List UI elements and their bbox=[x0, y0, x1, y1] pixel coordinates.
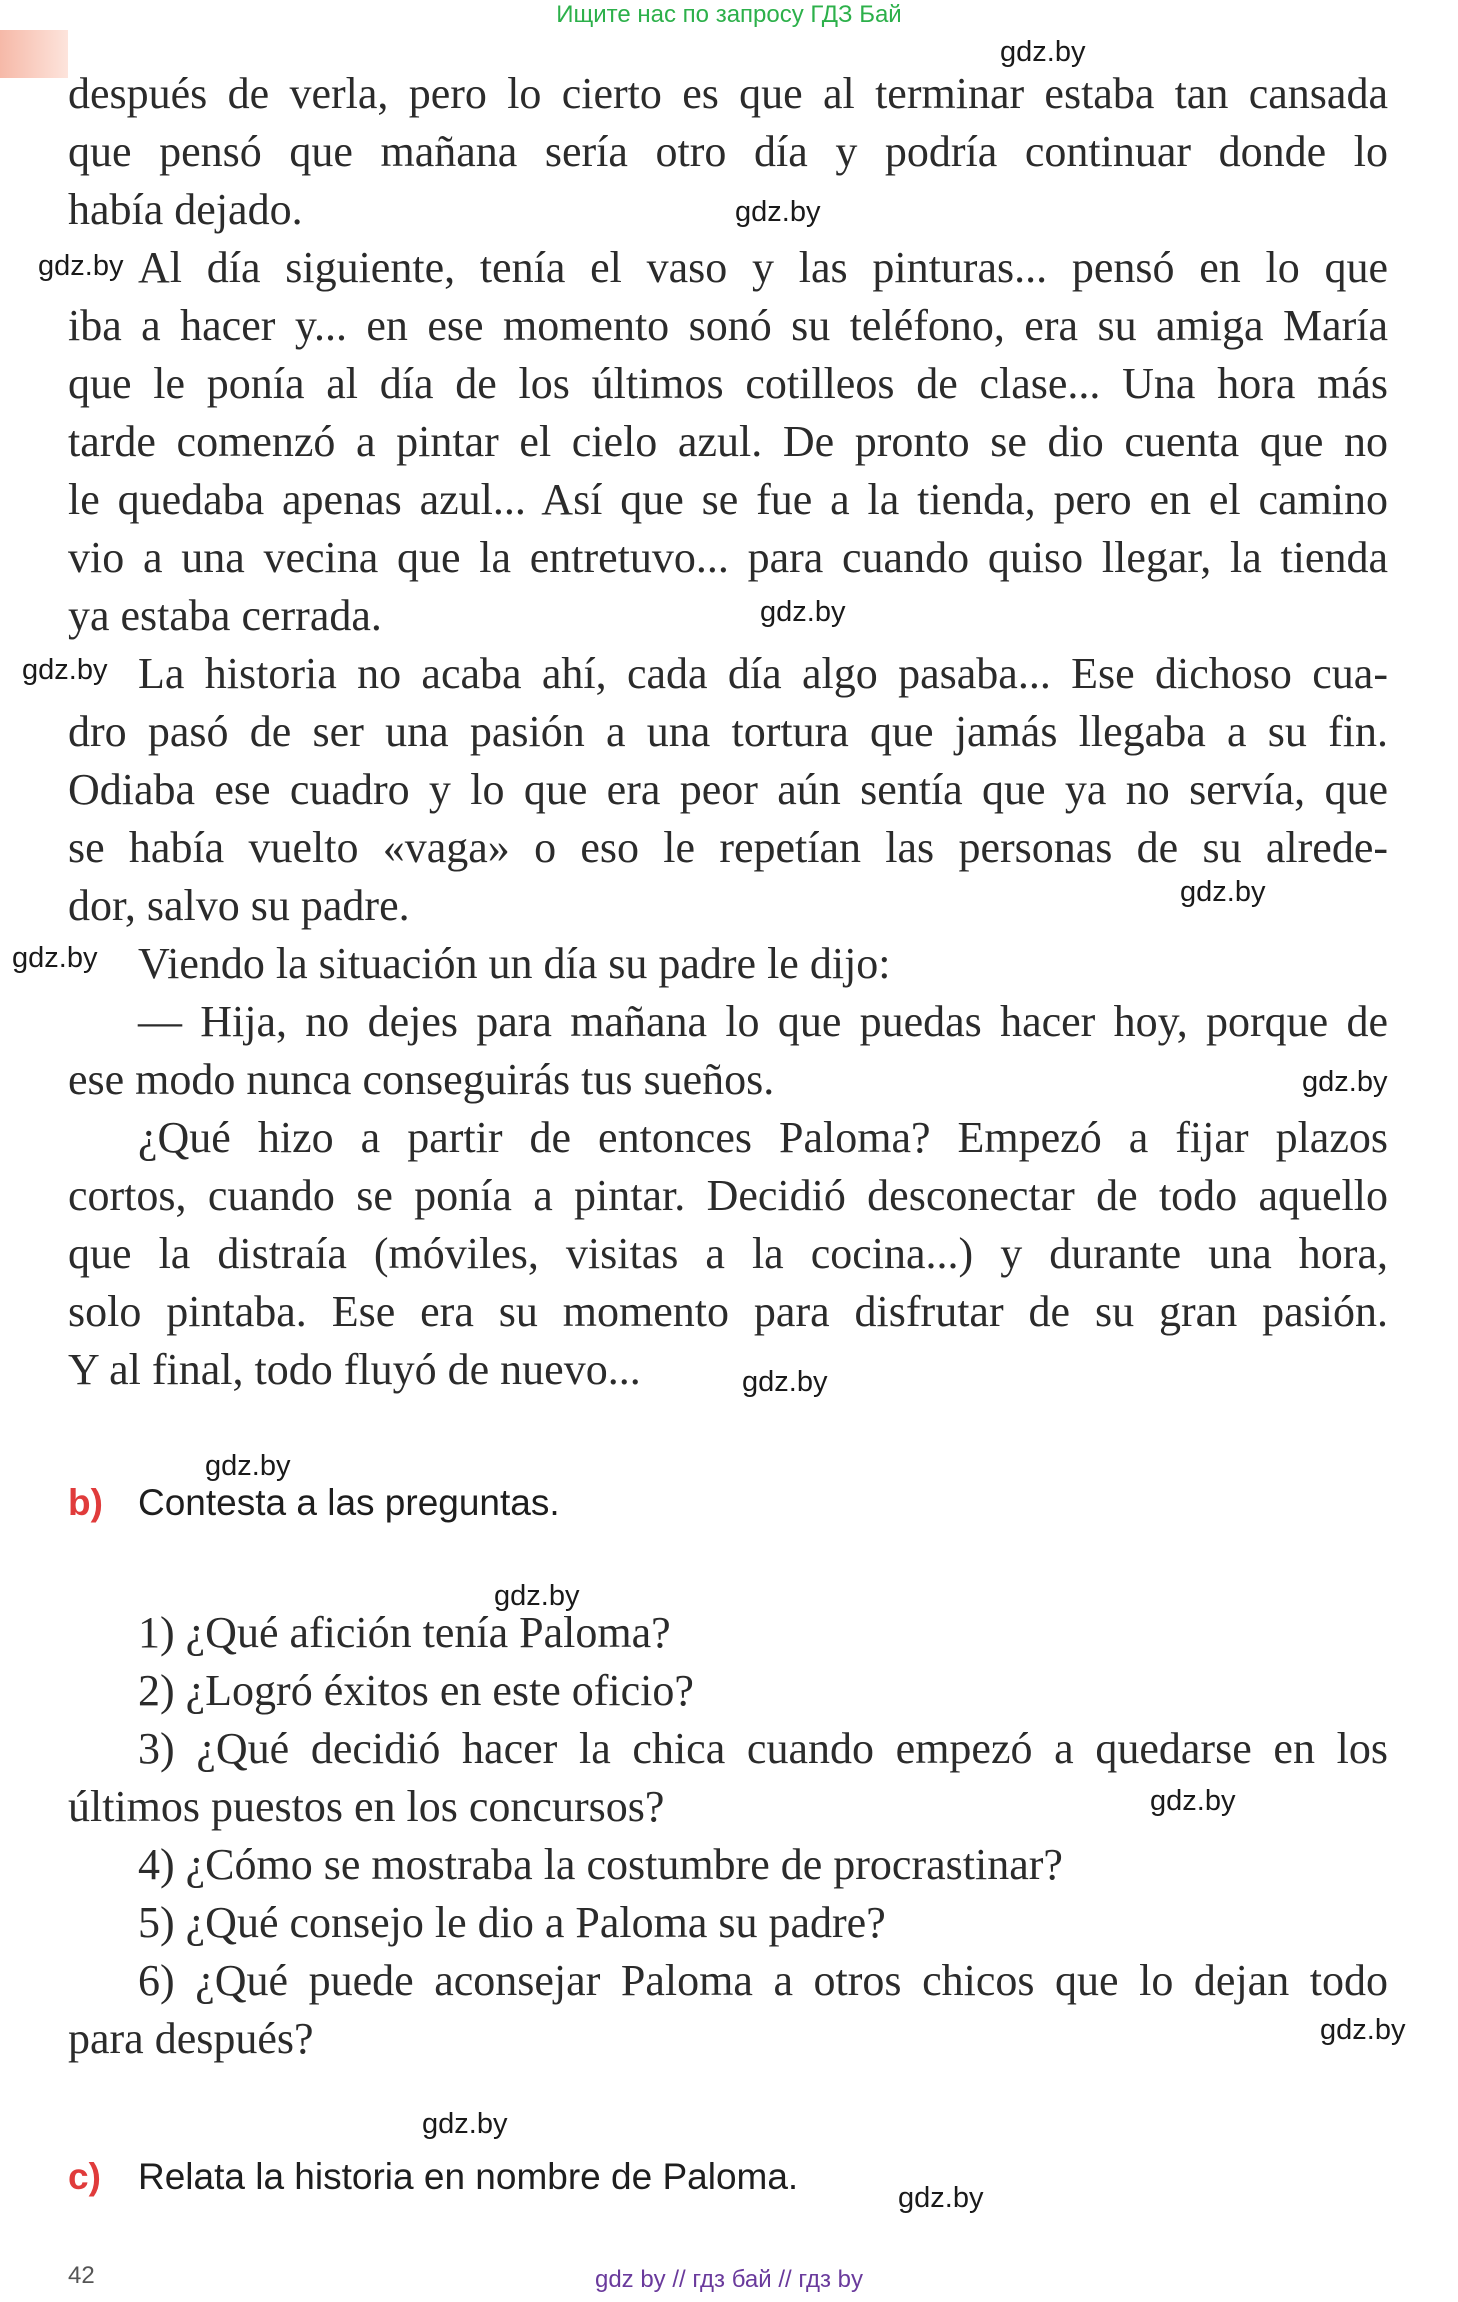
story-line: que le ponía al día de los últimos cotilleos de clase... Una hora más bbox=[68, 359, 1388, 408]
question-line: últimos puestos en los concursos? bbox=[68, 1782, 665, 1831]
watermark: gdz.by bbox=[205, 1450, 291, 1482]
task-c bbox=[68, 2152, 798, 2202]
story-line: tarde comenzó a pintar el cielo azul. De pronto se dio cuenta que no bbox=[68, 417, 1388, 466]
story-line: había dejado. bbox=[68, 185, 303, 234]
task-b-letter: b) bbox=[68, 1482, 103, 1523]
page-number: 42 bbox=[68, 2262, 95, 2289]
watermark: gdz.by bbox=[494, 1580, 580, 1612]
watermark: gdz.by bbox=[1150, 1785, 1236, 1817]
footer-links[interactable]: gdz by // гдз бай // гдз by bbox=[594, 2266, 864, 2293]
question-line: 5) ¿Qué consejo le dio a Paloma su padre? bbox=[138, 1898, 886, 1947]
watermark: gdz.by bbox=[1320, 2014, 1406, 2046]
task-b bbox=[68, 1478, 560, 1528]
watermark: gdz.by bbox=[760, 596, 846, 628]
story-line: Odiaba ese cuadro y lo que era peor aún sentía que ya no servía, que bbox=[68, 765, 1388, 814]
story-line: dor, salvo su padre. bbox=[68, 881, 410, 930]
story-line: — Hija, no dejes para mañana lo que puedas hacer hoy, porque de bbox=[138, 997, 1388, 1046]
task-c-text: Relata la historia en nombre de Paloma. bbox=[138, 2156, 799, 2197]
question-line: 6) ¿Qué puede aconsejar Paloma a otros chicos que lo dejan todo bbox=[138, 1956, 1388, 2005]
watermark: gdz.by bbox=[12, 942, 98, 974]
story-line: le quedaba apenas azul... Así que se fue a la tienda, pero en el camino bbox=[68, 475, 1388, 524]
question-line: 1) ¿Qué afición tenía Paloma? bbox=[138, 1608, 671, 1657]
watermark: gdz.by bbox=[38, 250, 124, 282]
story-line: Al día siguiente, tenía el vaso y las pinturas... pensó en lo que bbox=[138, 243, 1388, 292]
story-line: solo pintaba. Ese era su momento para disfrutar de su gran pasión. bbox=[68, 1287, 1388, 1336]
watermark: gdz.by bbox=[735, 196, 821, 228]
watermark: gdz.by bbox=[422, 2108, 508, 2140]
story-line: La historia no acaba ahí, cada día algo pasaba... Ese dichoso cua- bbox=[138, 649, 1388, 698]
story-line: se había vuelto «vaga» o eso le repetían las personas de su alrede- bbox=[68, 823, 1388, 872]
story-line: ¿Qué hizo a partir de entonces Paloma? Empezó a fijar plazos bbox=[138, 1113, 1388, 1162]
story-line: ese modo nunca conseguirás tus sueños. bbox=[68, 1055, 775, 1104]
watermark: gdz.by bbox=[742, 1366, 828, 1398]
watermark: gdz.by bbox=[898, 2182, 984, 2214]
task-c-letter: c) bbox=[68, 2156, 101, 2197]
story-line: Viendo la situación un día su padre le dijo: bbox=[138, 939, 891, 988]
top-banner: Ищите нас по запросу ГДЗ Бай bbox=[556, 1, 902, 28]
question-line: 4) ¿Cómo se mostraba la costumbre de procrastinar? bbox=[138, 1840, 1063, 1889]
question-line: 3) ¿Qué decidió hacer la chica cuando empezó a quedarse en los bbox=[138, 1724, 1388, 1773]
question-line: para después? bbox=[68, 2014, 314, 2063]
question-line: 2) ¿Logró éxitos en este oficio? bbox=[138, 1666, 694, 1715]
watermark: gdz.by bbox=[1302, 1066, 1388, 1098]
story-line: vio a una vecina que la entretuvo... para cuando quiso llegar, la tienda bbox=[68, 533, 1388, 582]
page-corner-marker bbox=[0, 30, 68, 78]
story-line: cortos, cuando se ponía a pintar. Decidió desconectar de todo aquello bbox=[68, 1171, 1388, 1220]
story-line: que la distraía (móviles, visitas a la cocina...) y durante una hora, bbox=[68, 1229, 1388, 1278]
story-line: después de verla, pero lo cierto es que al terminar estaba tan cansada bbox=[68, 69, 1388, 118]
story-line: que pensó que mañana sería otro día y podría continuar donde lo bbox=[68, 127, 1388, 176]
story-line: iba a hacer y... en ese momento sonó su teléfono, era su amiga María bbox=[68, 301, 1388, 350]
watermark: gdz.by bbox=[1180, 876, 1266, 908]
story-line: ya estaba cerrada. bbox=[68, 591, 382, 640]
watermark: gdz.by bbox=[22, 654, 108, 686]
task-b-text: Contesta a las preguntas. bbox=[138, 1482, 560, 1523]
story-line: Y al final, todo fluyó de nuevo... bbox=[68, 1345, 641, 1394]
story-line: dro pasó de ser una pasión a una tortura que jamás llegaba a su fin. bbox=[68, 707, 1388, 756]
watermark: gdz.by bbox=[1000, 36, 1086, 68]
